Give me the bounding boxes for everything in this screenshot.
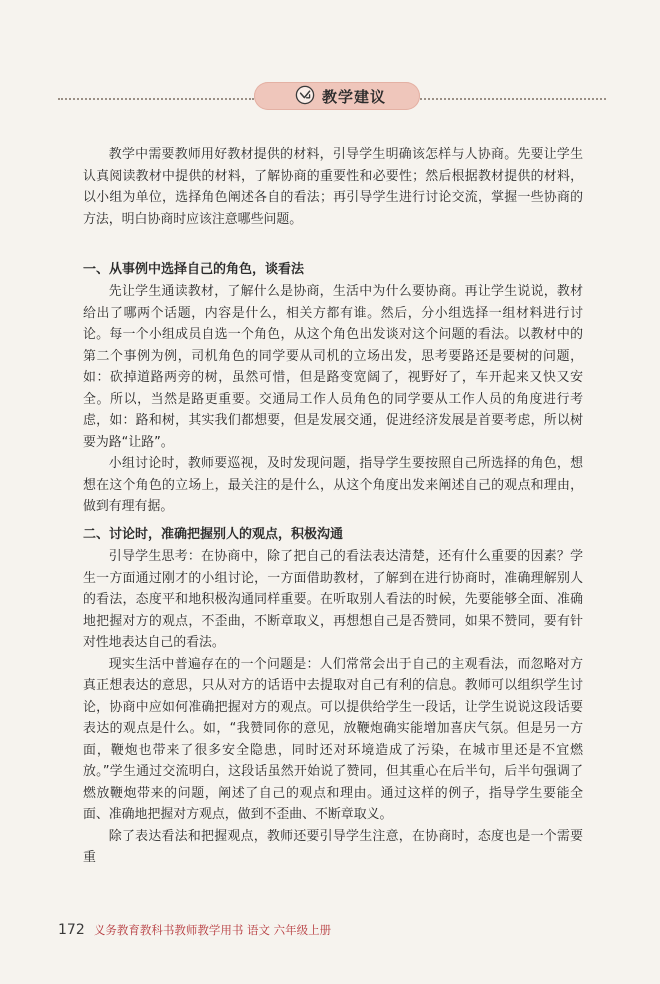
- section2-paragraph-3: 除了表达看法和把握观点，教师还要引导学生注意，在协商时，态度也是一个需要重: [83, 828, 583, 865]
- section1-body: [83, 281, 583, 518]
- book-title: 义务教育教科书教师教学用书 语文 六年级上册: [93, 923, 332, 937]
- section1-heading: 一、从事例中选择自己的角色，谈看法: [83, 262, 305, 277]
- section2-heading: 二、讨论时，准确把握别人的观点，积极沟通: [83, 527, 344, 542]
- banner-pill: [254, 82, 420, 110]
- section1-paragraph-1: 先让学生通读教材，了解什么是协商，生活中为什么要协商。再让学生说说，教材给出了哪两个话题，内容是什么，相关方都有谁。然后，分小组选择一组材料进行讨论。每一个小组成员自选一个角色，从这个角色出发谈对这个问题的看法。以教材中的第二个事例为例，司机角色的同学要从司机的立场出发，思考要路还是要树的问题，如：砍掉道路两旁的树，虽然可惜，但是路变宽阔了，视野好了，车开起来又快又安全。所以，当然是路更重要。交通局工作人员角色的同学要从工作人员的角度进行考虑，如：路和树，其实我们都想要，但是发展交通，促进经济发展是首要考虑，所以树要为路“让路”。: [83, 284, 583, 450]
- section2-paragraph-2: 现实生活中普遍存在的一个问题是：人们常常会出于自己的主观看法，而忽略对方真正想表达的意思，只从对方的话语中去提取对自己有利的信息。教师可以组织学生讨论，协商中应如何准确把握对方的观点。可以提供给学生一段话，让学生说说这段话要表达的观点是什么。如，“我赞同你的意见，放鞭炮确实能增加喜庆气氛。但是另一方面，鞭炮也带来了很多安全隐患，同时还对环境造成了污染，在城市里还是不宜燃放。”学生通过交流明白，这段话虽然开始说了赞同，但其重心在后半句，后半句强调了燃放鞭炮带来的问题，阐述了自己的观点和理由。通过这样的例子，指导学生要能全面、准确地把握对方观点，做到不歪曲、不断章取义。: [83, 656, 583, 822]
- section2-body: [83, 546, 583, 869]
- section2-paragraph-1: 引导学生思考：在协商中，除了把自己的看法表达清楚，还有什么重要的因素？学生一方面通过刚才的小组讨论，一方面借助教材，了解到在进行协商时，准确理解别人的看法，态度平和地积极沟通同样重要。在听取别人看法的时候，先要能够全面、准确地把握对方的观点，不歪曲，不断章取义，再想想自己是否赞同，如果不赞同，要有针对性地表达自己的看法。: [83, 549, 583, 650]
- section-banner: [58, 80, 606, 110]
- banner-dotted-line-right: [420, 98, 606, 100]
- page-footer: [58, 919, 598, 941]
- banner-dotted-line-left: [58, 98, 254, 100]
- intro-paragraph-block: [83, 144, 583, 230]
- page-number: 172: [58, 922, 85, 938]
- check-arrow-circle-icon: [295, 85, 315, 105]
- banner-title: 教学建议: [322, 88, 387, 106]
- intro-paragraph: 教学中需要教师用好教材提供的材料，引导学生明确该怎样与人协商。先要让学生认真阅读教材中提供的材料，了解协商的重要性和必要性；然后根据教材提供的材料，以小组为单位，选择角色阐述各自的看法；再引导学生进行讨论交流，掌握一些协商的方法，明白协商时应该注意哪些问题。: [83, 147, 583, 227]
- section1-paragraph-2: 小组讨论时，教师要巡视，及时发现问题，指导学生要按照自己所选择的角色，想想在这个角色的立场上，最关注的是什么，从这个角度出发来阐述自己的观点和理由，做到有理有据。: [83, 456, 583, 514]
